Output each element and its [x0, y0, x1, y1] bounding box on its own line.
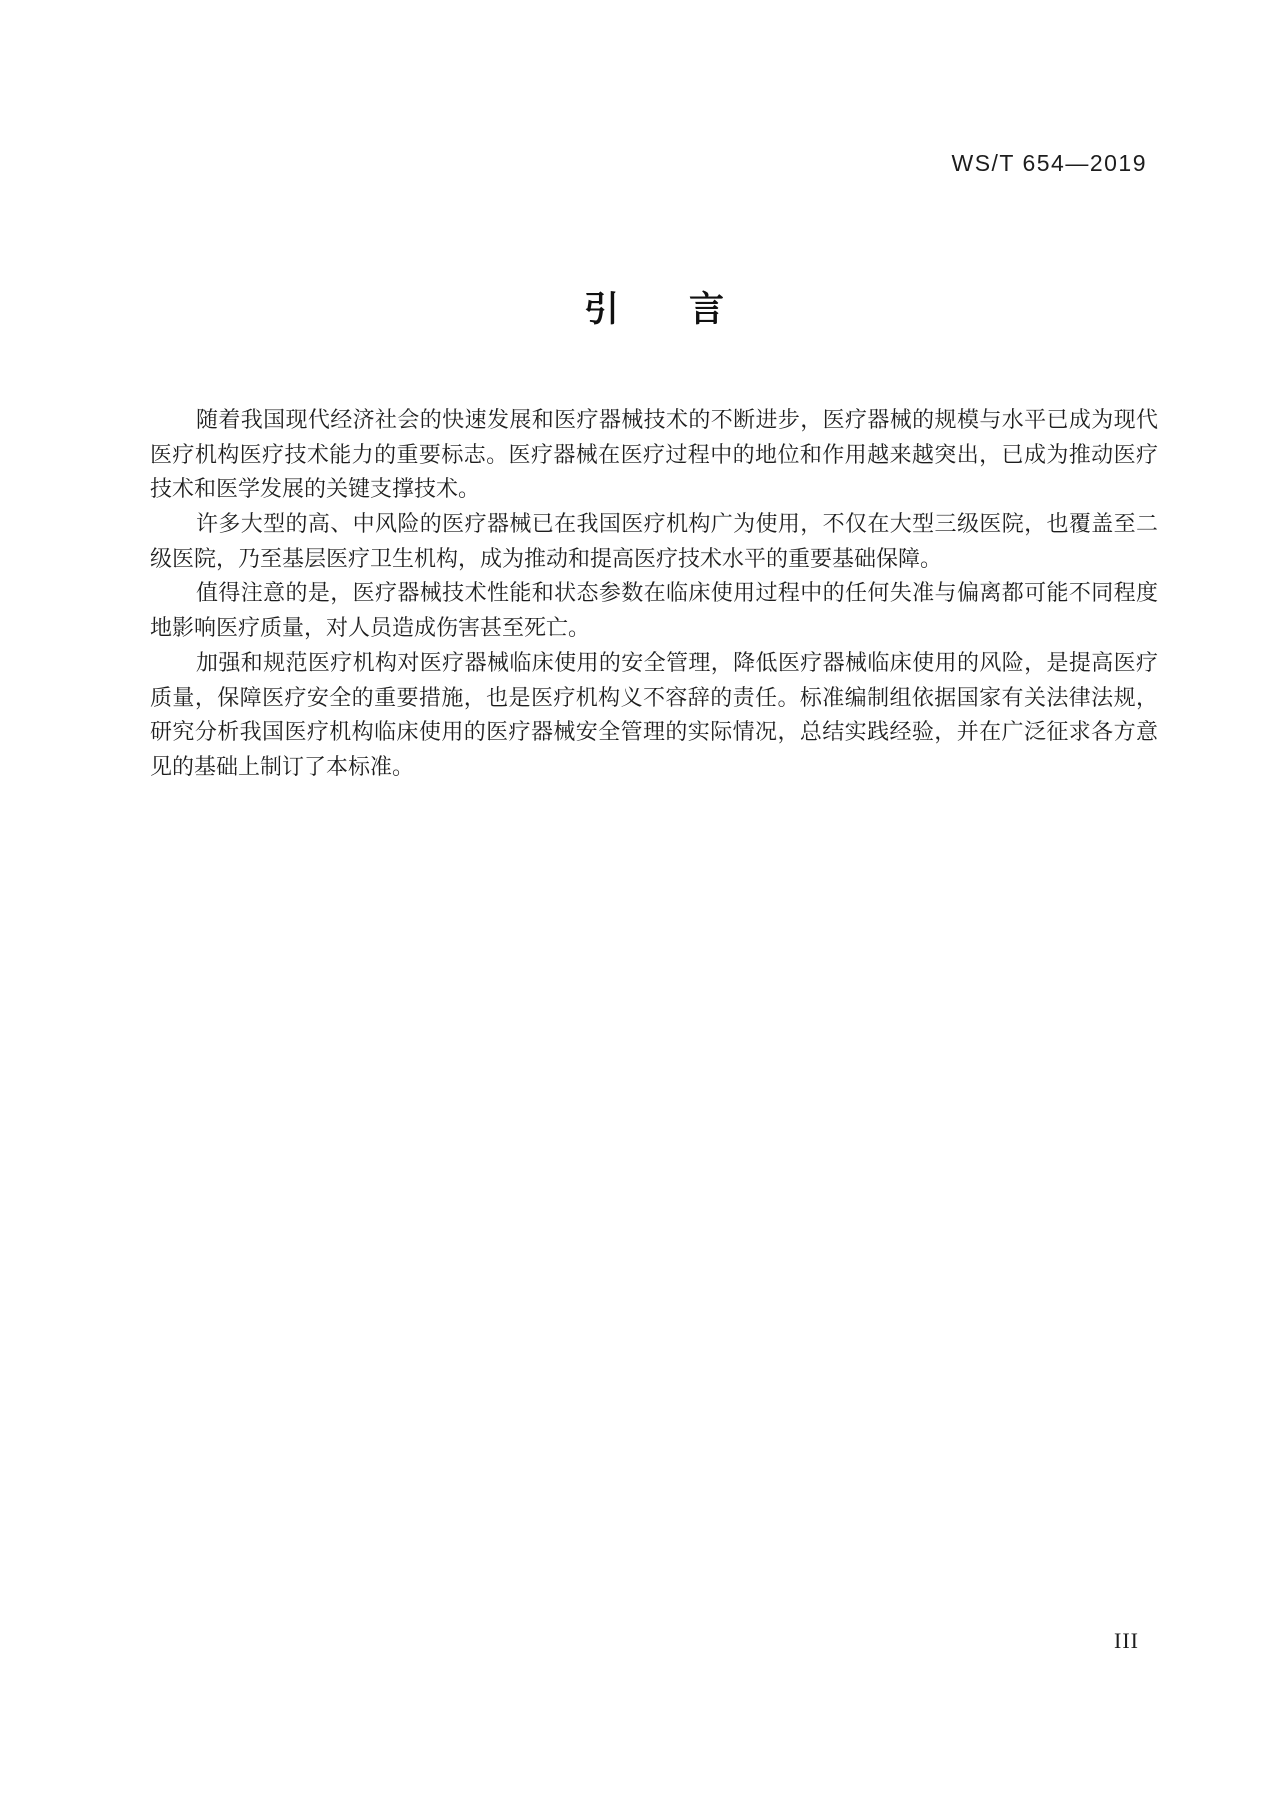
paragraph-line: 许多大型的高、中风险的医疗器械已在我国医疗机构广为使用，不仅在大型三级医院，也覆盖至二 [196, 511, 1158, 537]
paragraph-line: 值得注意的是，医疗器械技术性能和状态参数在临床使用过程中的任何失准与偏离都可能不同程度 [196, 580, 1158, 606]
paragraph-line: 地影响医疗质量，对人员造成伤害甚至死亡。 [150, 615, 591, 641]
paragraph [150, 507, 1158, 576]
paragraph-line: 医疗机构医疗技术能力的重要标志。医疗器械在医疗过程中的地位和作用越来越突出，已成为推动医疗 [150, 441, 1158, 467]
paragraph-line: 级医院，乃至基层医疗卫生机构，成为推动和提高医疗技术水平的重要基础保障。 [150, 545, 943, 571]
introduction-text [150, 403, 1158, 785]
paragraph [150, 646, 1158, 785]
section-title: 引 言 [583, 290, 724, 329]
paragraph-line: 技术和医学发展的关键支撑技术。 [150, 476, 481, 502]
paragraph [150, 576, 1158, 645]
paragraph-line: 见的基础上制订了本标准。 [150, 753, 415, 779]
page-number: III [1114, 1628, 1139, 1653]
paragraph-line: 随着我国现代经济社会的快速发展和医疗器械技术的不断进步，医疗器械的规模与水平已成为现代 [196, 407, 1158, 432]
paragraph-line: 质量，保障医疗安全的重要措施，也是医疗机构义不容辞的责任。标准编制组依据国家有关法律法规， [150, 684, 1158, 710]
paragraph [150, 403, 1158, 507]
paragraph-line: 加强和规范医疗机构对医疗器械临床使用的安全管理，降低医疗器械临床使用的风险，是提高医疗 [196, 649, 1158, 675]
paragraph-line: 研究分析我国医疗机构临床使用的医疗器械安全管理的实际情况，总结实践经验，并在广泛征求各方意 [150, 719, 1158, 745]
standard-code: WS/T 654—2019 [951, 150, 1147, 176]
